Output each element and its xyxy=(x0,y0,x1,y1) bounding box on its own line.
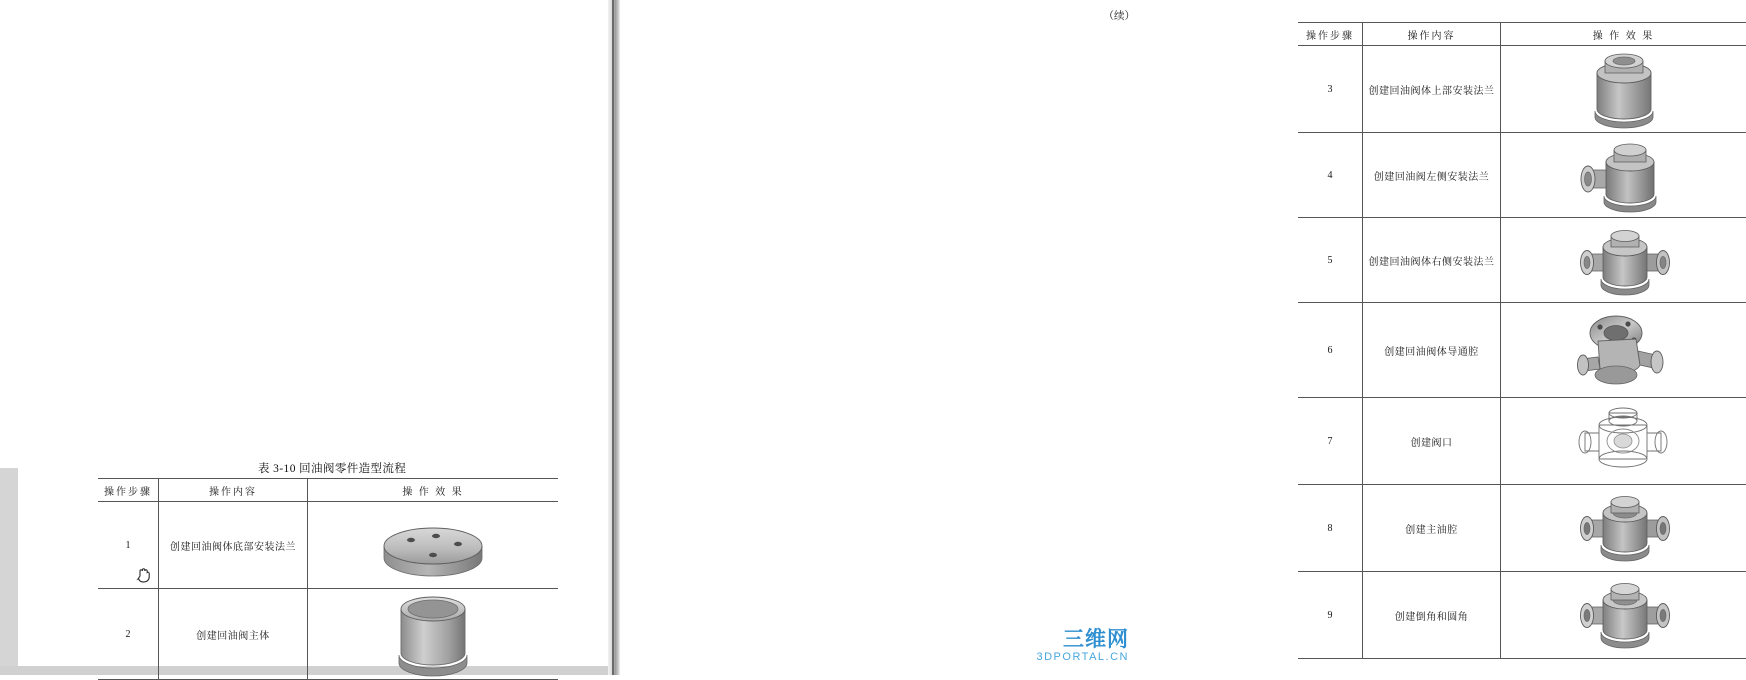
table-row xyxy=(1298,572,1746,659)
row-figure xyxy=(1501,572,1746,659)
row-step-number: 6 xyxy=(1298,303,1363,398)
row-content-text: 创建回油阀体导通腔 xyxy=(1363,303,1501,398)
row-step-number: 3 xyxy=(1298,46,1363,133)
table-header-row xyxy=(1298,23,1746,46)
left-page xyxy=(0,0,608,675)
row-figure xyxy=(1501,485,1746,572)
column-header-effect: 操 作 效 果 xyxy=(308,479,559,502)
row-step-number: 9 xyxy=(1298,572,1363,659)
table-header-row xyxy=(98,479,558,502)
row-step-number: 5 xyxy=(1298,218,1363,303)
row-content-text: 创建回油阀体右侧安装法兰 xyxy=(1363,218,1501,303)
flange-disc-figure xyxy=(308,506,558,584)
right-page xyxy=(620,0,1145,675)
row-figure xyxy=(308,502,559,589)
valve-oil-chamber-figure xyxy=(1501,491,1746,565)
cylindrical-body-figure xyxy=(308,593,558,675)
row-figure xyxy=(1501,398,1746,485)
row-content-text: 创建回油阀左侧安装法兰 xyxy=(1363,133,1501,218)
valve-top-flange-figure xyxy=(1501,51,1746,127)
row-content-text: 创建阀口 xyxy=(1363,398,1501,485)
valve-left-flange-figure xyxy=(1501,138,1746,212)
row-step-number: 2 xyxy=(98,589,159,680)
table-row xyxy=(1298,133,1746,218)
table-caption: 表 3-10 回油阀零件造型流程 xyxy=(258,460,406,476)
valve-port-wireframe-figure xyxy=(1501,403,1746,479)
row-content-text: 创建回油阀体上部安装法兰 xyxy=(1363,46,1501,133)
watermark-sub-text: 3DPORTAL.CN xyxy=(1036,651,1129,663)
table-row xyxy=(98,502,558,589)
row-figure xyxy=(308,589,559,680)
row-content-text: 创建回油阀主体 xyxy=(159,589,308,680)
valve-bore-cavity-figure xyxy=(1501,307,1746,393)
table-row xyxy=(1298,398,1746,485)
column-header-step: 操作步骤 xyxy=(1298,23,1363,46)
continued-label: （续） xyxy=(1104,8,1136,23)
right-page-table xyxy=(1298,22,1738,659)
row-content-text: 创建倒角和圆角 xyxy=(1363,572,1501,659)
row-figure xyxy=(1501,303,1746,398)
row-content-text: 创建主油腔 xyxy=(1363,485,1501,572)
row-content-text: 创建回油阀体底部安装法兰 xyxy=(159,502,308,589)
left-page-table xyxy=(98,478,550,680)
table-row xyxy=(98,589,558,680)
watermark-main-text: 三维网 xyxy=(1036,623,1129,653)
table-row xyxy=(1298,46,1746,133)
valve-chamfer-fillet-figure xyxy=(1501,578,1746,652)
row-step-number: 1 xyxy=(98,502,159,589)
column-header-content: 操作内容 xyxy=(159,479,308,502)
row-figure xyxy=(1501,46,1746,133)
table-row xyxy=(1298,303,1746,398)
row-figure xyxy=(1501,133,1746,218)
valve-right-flange-figure xyxy=(1501,223,1746,297)
table-row xyxy=(1298,485,1746,572)
book-spine xyxy=(608,0,620,675)
row-step-number: 8 xyxy=(1298,485,1363,572)
book-spine-line xyxy=(612,0,614,675)
column-header-step: 操作步骤 xyxy=(98,479,159,502)
row-step-number: 7 xyxy=(1298,398,1363,485)
site-watermark xyxy=(1036,623,1129,663)
column-header-effect: 操 作 效 果 xyxy=(1501,23,1746,46)
row-step-number: 4 xyxy=(1298,133,1363,218)
page-edge-shadow-left xyxy=(0,468,18,675)
table-row xyxy=(1298,218,1746,303)
row-figure xyxy=(1501,218,1746,303)
column-header-content: 操作内容 xyxy=(1363,23,1501,46)
